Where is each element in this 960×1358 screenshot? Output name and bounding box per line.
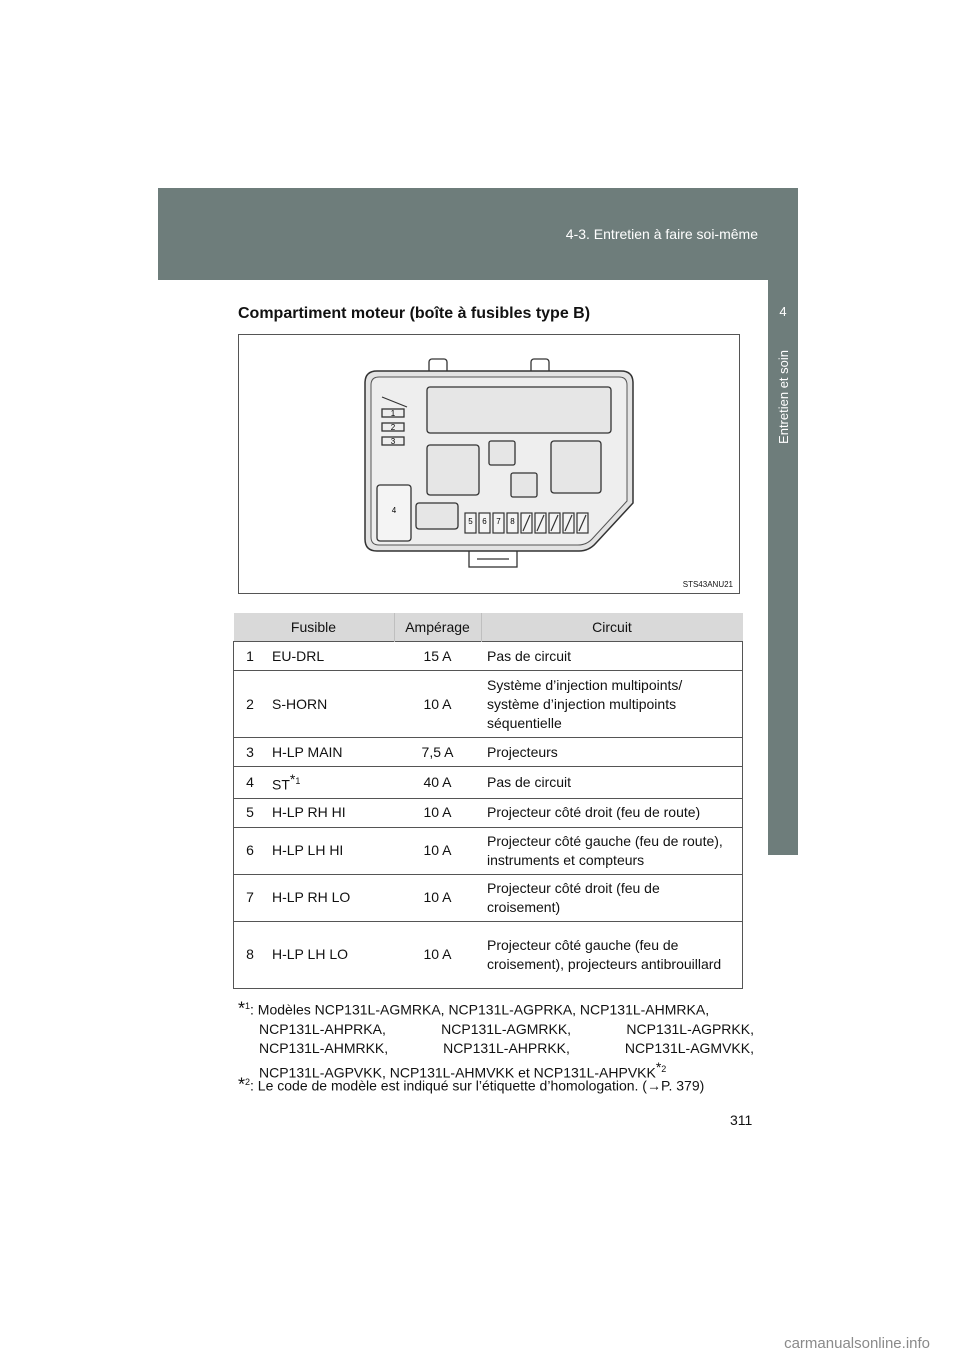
fuse-4-label: 4 bbox=[391, 506, 397, 515]
fuse-3-label: 3 bbox=[390, 437, 396, 446]
relay-block-bottom bbox=[416, 503, 458, 529]
fuse-name: H-LP RH LO bbox=[266, 874, 394, 921]
header-amperage: Ampérage bbox=[394, 613, 481, 642]
table-row bbox=[234, 767, 743, 799]
relay-block-right bbox=[551, 441, 601, 493]
fuse-name: H-LP LH HI bbox=[266, 827, 394, 874]
chapter-label: Entretien et soin bbox=[776, 350, 791, 444]
fuse-name: H-LP RH HI bbox=[266, 798, 394, 827]
watermark: carmanualsonline.info bbox=[784, 1335, 930, 1352]
fuse-number: 4 bbox=[234, 767, 267, 799]
footnote-text: : Le code de modèle est indiqué sur l’étiquette d’homologation. ( bbox=[250, 1077, 647, 1094]
relay-block-small-top bbox=[489, 441, 515, 465]
fuse-number: 5 bbox=[234, 798, 267, 827]
fuse-name bbox=[266, 767, 394, 799]
fuse-amperage: 10 A bbox=[394, 671, 481, 738]
page-title: Compartiment moteur (boîte à fusibles type B) bbox=[238, 305, 591, 322]
figure-code: STS43ANU21 bbox=[682, 580, 733, 589]
footnote-1 bbox=[238, 997, 754, 1082]
fuse-number: 1 bbox=[234, 642, 267, 671]
fuse-number: 2 bbox=[234, 671, 267, 738]
relay-block-left bbox=[427, 445, 479, 495]
table-header-row bbox=[234, 613, 743, 642]
footnote-number: 1 bbox=[245, 1001, 251, 1011]
table-row bbox=[234, 671, 743, 738]
fuse-amperage: 7,5 A bbox=[394, 738, 481, 767]
footnote-number: 2 bbox=[661, 1063, 667, 1074]
fuse-table bbox=[233, 613, 743, 989]
table-row bbox=[234, 642, 743, 671]
footnote-number: 2 bbox=[245, 1077, 251, 1087]
fuse-name: EU-DRL bbox=[266, 642, 394, 671]
footnote-text: NCP131L-AHPRKA, NCP131L-AGMRKK, NCP131L-AGPRKK, bbox=[259, 1020, 754, 1037]
asterisk-mark: * bbox=[655, 1058, 662, 1075]
header-fusible: Fusible bbox=[234, 613, 395, 642]
fuse-5-label: 5 bbox=[468, 517, 473, 526]
fuse-circuit: Projecteur côté gauche (feu de croisement), projecteurs antibrouillard bbox=[481, 921, 743, 988]
fuse-circuit: Système d’injection multipoints/ système d’injection multipoints séquentielle bbox=[481, 671, 743, 738]
section-header bbox=[158, 188, 798, 280]
fuse-number: 7 bbox=[234, 874, 267, 921]
spare-fuse-slots bbox=[521, 513, 588, 533]
fuse-7-label: 7 bbox=[496, 517, 501, 526]
fuse-8-label: 8 bbox=[510, 517, 515, 526]
fuse-number: 6 bbox=[234, 827, 267, 874]
fuse-amperage: 10 A bbox=[394, 798, 481, 827]
fuse-number: 3 bbox=[234, 738, 267, 767]
fuse-2-label: 2 bbox=[390, 423, 396, 432]
table-row bbox=[234, 874, 743, 921]
fuse-circuit: Projecteur côté gauche (feu de route), instruments et compteurs bbox=[481, 827, 743, 874]
footnote-text: NCP131L-AGPVKK, NCP131L-AHMVKK et NCP131L-AHPVKK bbox=[259, 1064, 656, 1081]
header-circuit: Circuit bbox=[481, 613, 743, 642]
footnote-text: : Modèles NCP131L-AGMRKA, NCP131L-AGPRKA, NCP131L-AHMRKA, bbox=[250, 1001, 710, 1018]
fuse-name: H-LP MAIN bbox=[266, 738, 394, 767]
fuse-amperage: 10 A bbox=[394, 921, 481, 988]
table-row bbox=[234, 827, 743, 874]
fuse-name: S-HORN bbox=[266, 671, 394, 738]
arrow-icon: → bbox=[646, 1077, 661, 1094]
footnote-ref bbox=[289, 771, 301, 787]
asterisk-mark: * bbox=[238, 998, 246, 1019]
fuse-circuit: Projecteur côté droit (feu de route) bbox=[481, 798, 743, 827]
footnote-text: NCP131L-AHMRKK, NCP131L-AHPRKK, NCP131L-AGMVKK, bbox=[259, 1039, 754, 1056]
fuse-box-illustration bbox=[239, 335, 739, 593]
relay-block-small-bottom bbox=[511, 473, 537, 497]
fuse-amperage: 15 A bbox=[394, 642, 481, 671]
chapter-number: 4 bbox=[779, 304, 787, 319]
fuse-amperage: 10 A bbox=[394, 874, 481, 921]
page-reference[interactable]: P. 379) bbox=[660, 1077, 705, 1094]
fuse-name: H-LP LH LO bbox=[266, 921, 394, 988]
fuse-name-text: ST bbox=[272, 776, 290, 793]
asterisk-mark: * bbox=[238, 1074, 246, 1095]
asterisk-mark: * bbox=[289, 771, 296, 787]
fuse-6-label: 6 bbox=[482, 517, 487, 526]
relay-block-top bbox=[427, 387, 611, 433]
footnote-2 bbox=[238, 1073, 754, 1096]
fuse-number: 8 bbox=[234, 921, 267, 988]
footnote-number: 1 bbox=[295, 776, 301, 786]
fuse-amperage: 10 A bbox=[394, 827, 481, 874]
fuse-circuit: Projecteur côté droit (feu de croisement) bbox=[481, 874, 743, 921]
fuse-circuit: Projecteurs bbox=[481, 738, 743, 767]
table-row bbox=[234, 738, 743, 767]
fuse-1-label: 1 bbox=[390, 409, 396, 418]
fuse-circuit: Pas de circuit bbox=[481, 767, 743, 799]
table-row bbox=[234, 921, 743, 988]
page-number: 311 bbox=[730, 1112, 753, 1128]
fuse-box-diagram bbox=[238, 334, 740, 594]
fuse-amperage: 40 A bbox=[394, 767, 481, 799]
table-row bbox=[234, 798, 743, 827]
section-header-title: 4-3. Entretien à faire soi-même bbox=[565, 226, 758, 242]
fuse-circuit: Pas de circuit bbox=[481, 642, 743, 671]
chapter-side-tab bbox=[768, 280, 798, 855]
